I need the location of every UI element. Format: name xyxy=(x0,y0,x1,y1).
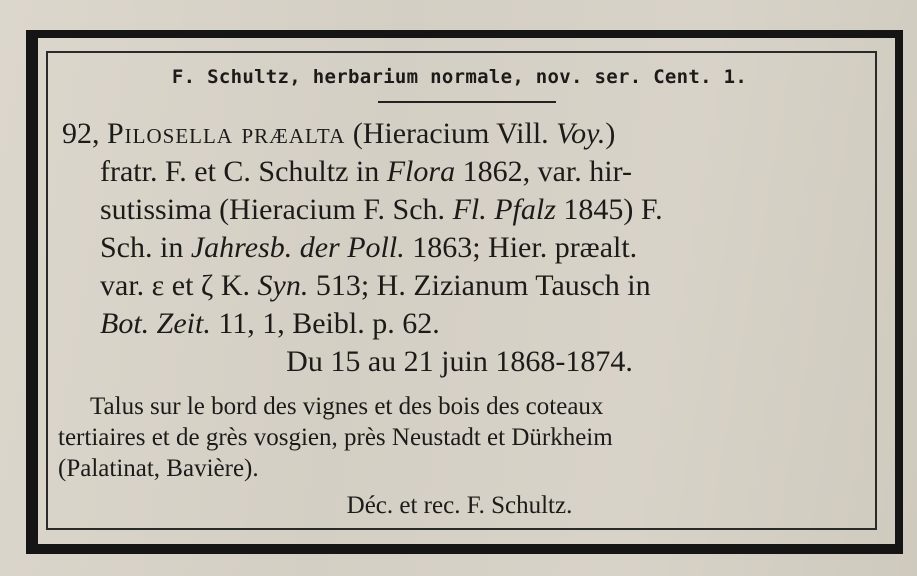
entry-line-1 xyxy=(62,117,615,151)
entry-number: 92, xyxy=(62,117,100,150)
entry-line-3 xyxy=(100,193,663,227)
header-rule xyxy=(378,101,556,103)
reference-title: Fl. Pfalz xyxy=(452,193,556,226)
label-header: F. Schultz, herbarium normale, nov. ser. Cent. 1. xyxy=(171,66,748,88)
entry-text: 1845) F. xyxy=(563,193,663,226)
entry-text: ) xyxy=(605,117,616,150)
entry-text: var. ε et ζ K. xyxy=(100,269,250,302)
collector-credit: Déc. et rec. F. Schultz. xyxy=(346,492,573,519)
entry-text: sutissima (Hieracium F. Sch. xyxy=(100,193,446,226)
entry-line-5 xyxy=(100,269,651,303)
reference-title: Syn. xyxy=(257,269,309,302)
collection-date: Du 15 au 21 juin 1868-1874. xyxy=(286,345,633,378)
habitat-line-3: (Palatinat, Bavière). xyxy=(58,455,259,482)
taxon-name: Pilosella præalta xyxy=(107,117,346,150)
entry-text: 1862, var. hir- xyxy=(462,155,632,188)
entry-line-6 xyxy=(100,307,440,341)
entry-text: 1863; Hier. præalt. xyxy=(412,231,638,264)
reference-title: Flora xyxy=(386,155,456,188)
habitat-line-2: tertiaires et de grès vosgien, près Neustadt et Dürkheim xyxy=(58,424,613,451)
reference-title: Bot. Zeit. xyxy=(100,307,211,340)
entry-line-4 xyxy=(100,231,637,265)
habitat-line-1: Talus sur le bord des vignes et des bois des coteaux xyxy=(90,393,604,420)
entry-text: fratr. F. et C. Schultz in xyxy=(100,155,380,188)
entry-line-2 xyxy=(100,155,632,189)
entry-text: Sch. in xyxy=(100,231,184,264)
reference-title: Jahresb. der Poll. xyxy=(190,231,405,264)
reference-title: Voy. xyxy=(556,117,606,150)
entry-text: 11, 1, Beibl. p. 62. xyxy=(218,307,440,340)
entry-text: 513; H. Zizianum Tausch in xyxy=(315,269,651,302)
entry-text: (Hieracium Vill. xyxy=(352,117,549,150)
